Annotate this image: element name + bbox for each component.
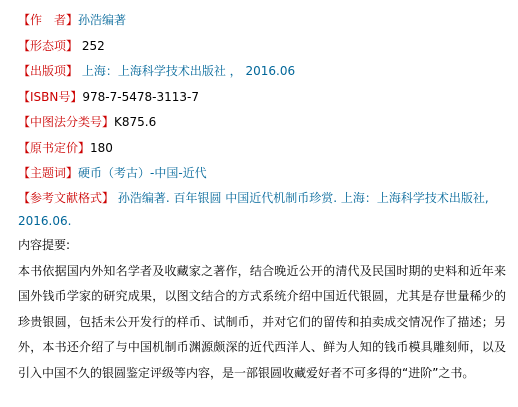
isbn-field <box>18 87 508 113</box>
subject-field <box>18 163 508 189</box>
reference-field <box>18 187 508 233</box>
publisher-field <box>18 61 508 87</box>
reference-label: 【参考文献格式】 <box>18 190 115 205</box>
subject-label: 【主题词】 <box>18 166 79 180</box>
author-field <box>18 10 508 36</box>
summary-title: 内容提要: <box>18 237 71 252</box>
clc-value: K875.6 <box>114 115 157 129</box>
publisher-value[interactable]: 上海：上海科学技术出版社 ， 2016.06 <box>78 64 296 78</box>
subject-value[interactable]: 硬币（考古）-中国-近代 <box>78 166 207 180</box>
clc-label: 【中图法分类号】 <box>18 115 115 129</box>
pages-value: 252 <box>78 38 105 53</box>
price-label: 【原书定价】 <box>18 140 91 155</box>
summary-body: 本书依据国内外知名学者及收藏家之著作，结合晚近公开的清代及民国时期的史料和近年来国外钱币学家的研究成果，以图文结合的方式系统介绍中国近代银圆，尤其是存世量稀少的珍贵银圆，包括未公开发行的样币、试制币，并对它们的留传和拍卖成交情况作了描述；另外，本书还介绍了与中国机制币渊源颇深的近代西洋人、鲜为人知的钱币模具雕刻师，以及引入中国不久的银圆鉴定评级等内容，是一部银圆收藏爱好者不可多得的“进阶”之书。 <box>18 263 506 380</box>
author-value[interactable]: 孙浩编著 <box>78 13 127 27</box>
price-field <box>18 138 508 164</box>
author-label: 【作 者】 <box>18 13 79 27</box>
book-record <box>18 10 508 386</box>
pages-field <box>18 36 508 62</box>
isbn-label: 【ISBN号】 <box>18 89 83 104</box>
isbn-value: 978-7-5478-3113-7 <box>82 89 199 104</box>
price-value: 180 <box>90 140 113 155</box>
publisher-label: 【出版项】 <box>18 64 79 78</box>
clc-field <box>18 112 508 138</box>
reference-value: 孙浩编著. 百年银圆 中国近代机制币珍赏. 上海：上海科学技术出版社, 2016.06. <box>18 190 489 228</box>
pages-label: 【形态项】 <box>18 38 79 53</box>
